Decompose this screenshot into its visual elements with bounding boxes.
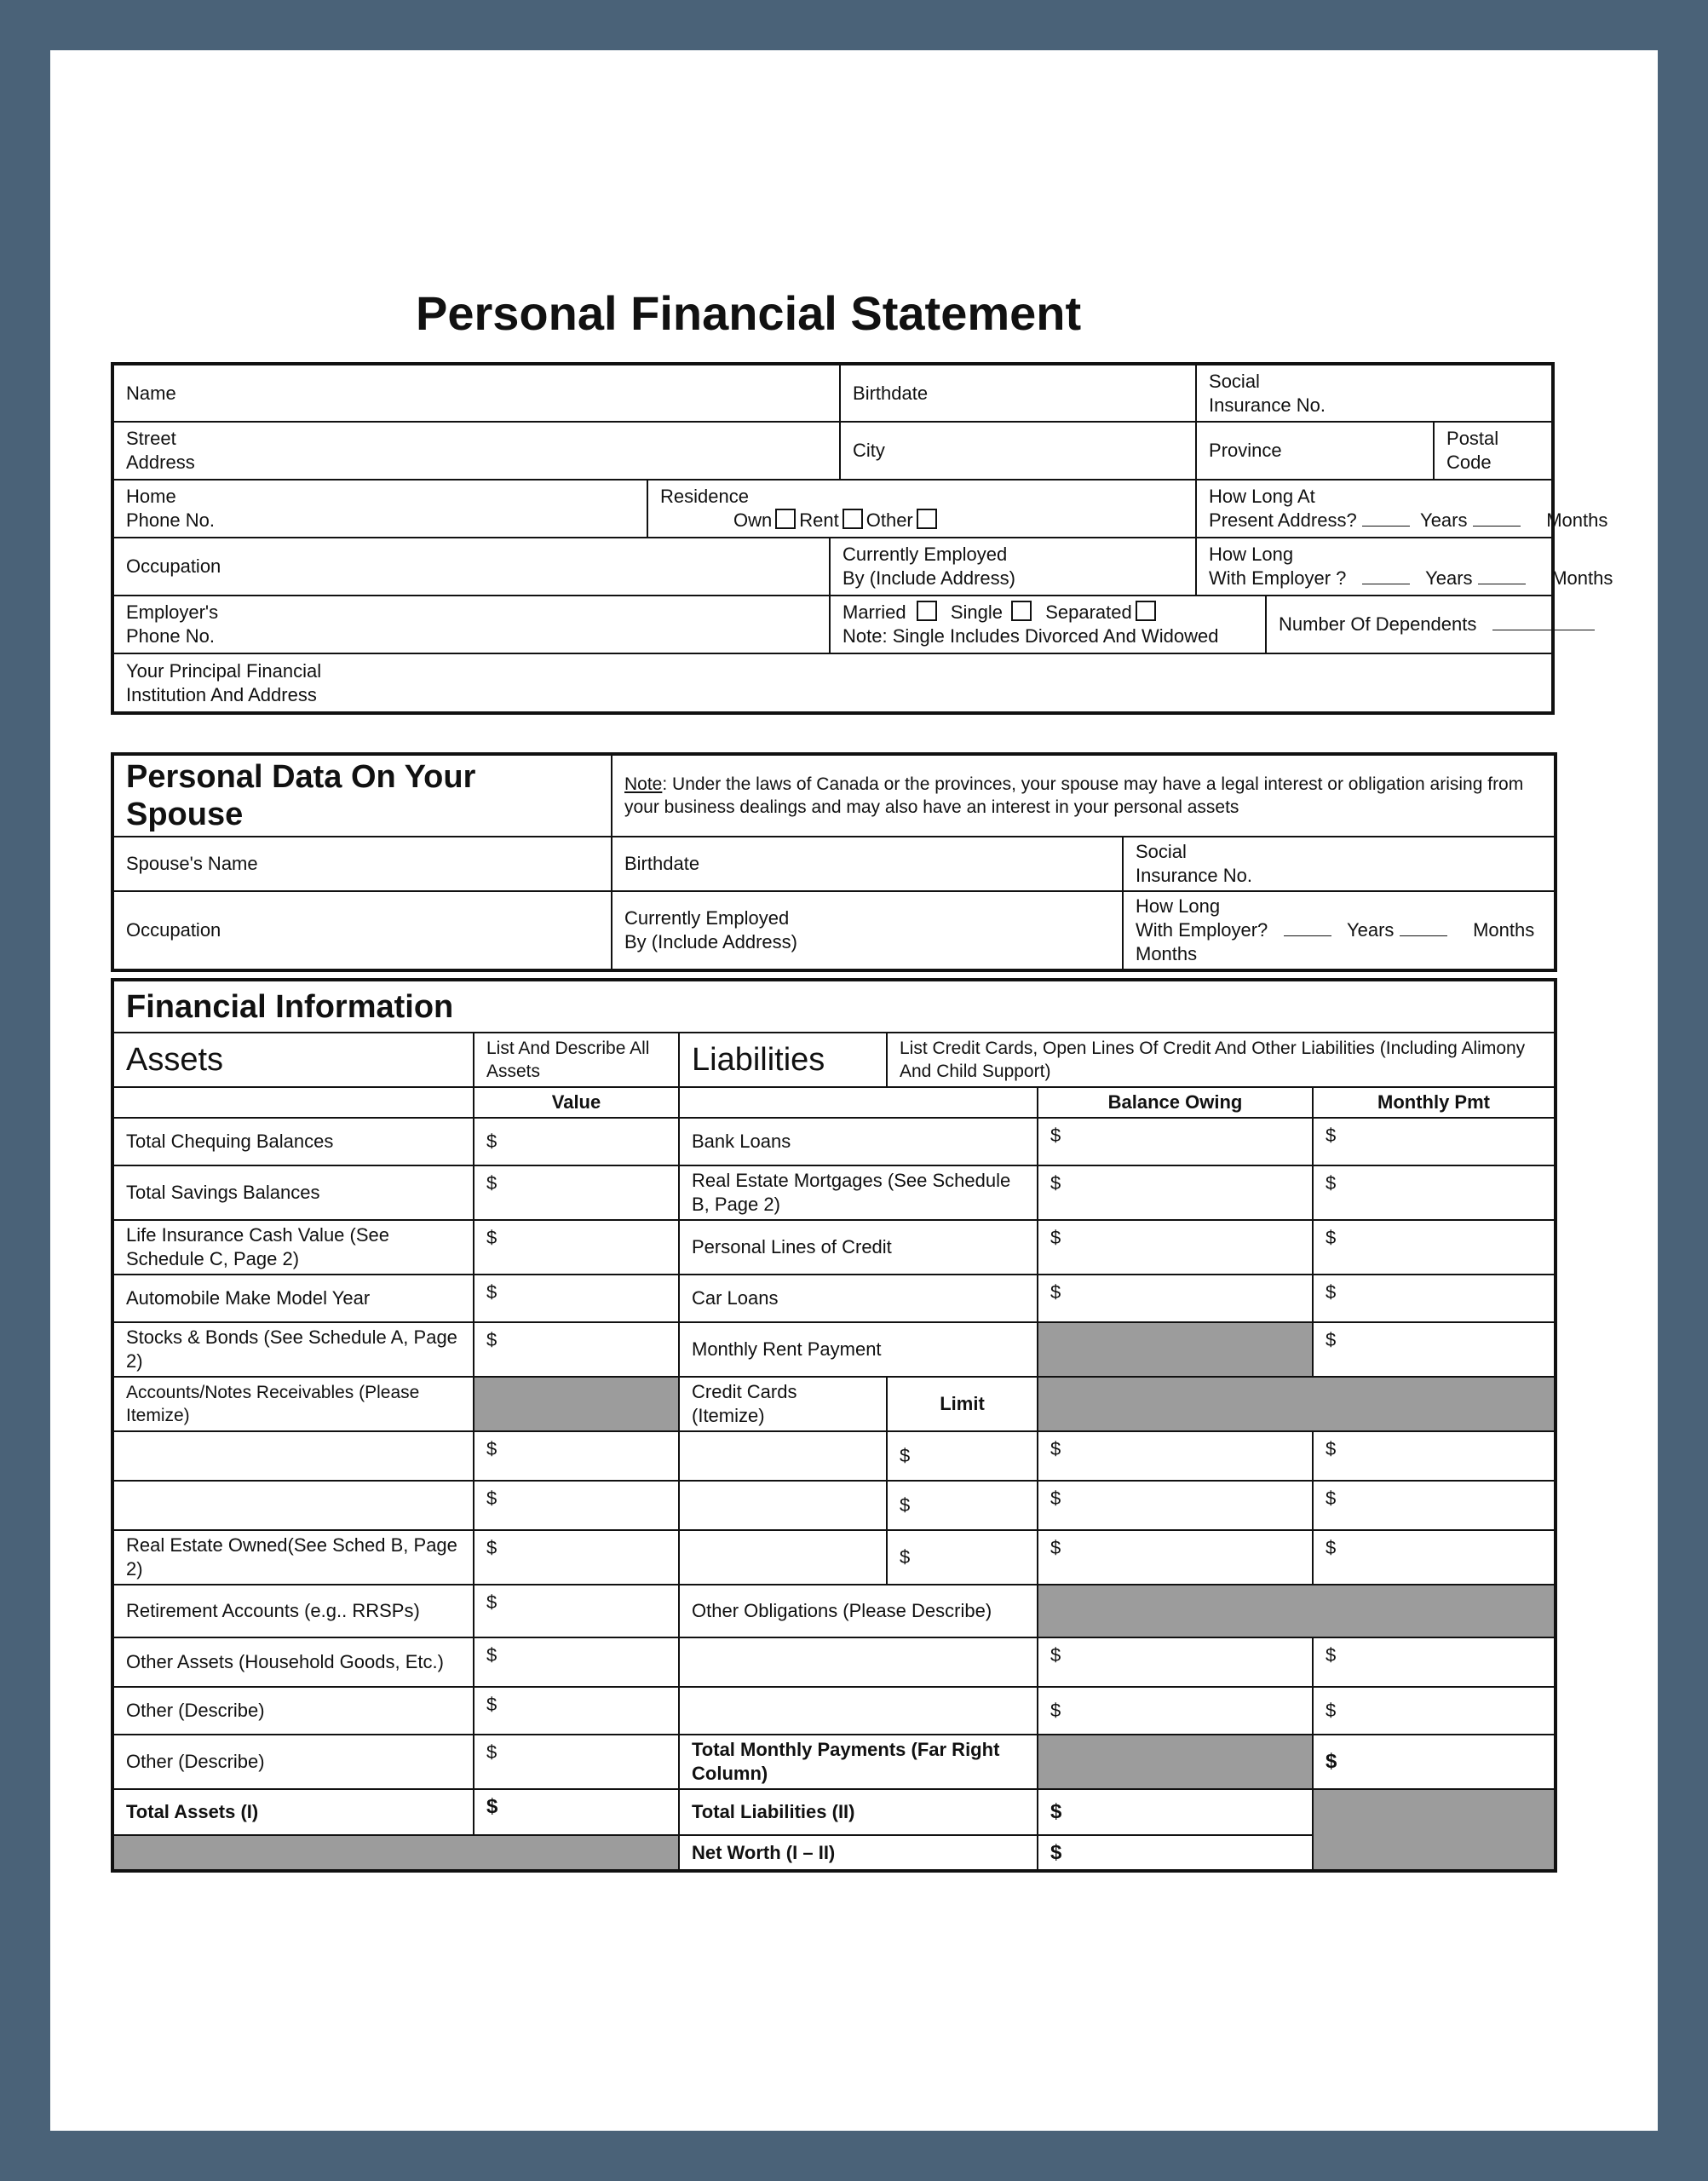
liability-label: Car Loans — [679, 1275, 1038, 1322]
total-monthly-input[interactable]: $ — [1313, 1735, 1556, 1789]
balance-input[interactable]: $ — [1038, 1530, 1313, 1585]
marital-note: Note: Single Includes Divorced And Widowed — [842, 625, 1219, 647]
spouse-occupation-field[interactable]: Occupation — [112, 891, 612, 970]
spouse-years-blank[interactable] — [1284, 935, 1331, 936]
birthdate-field[interactable]: Birthdate — [840, 364, 1196, 422]
address-years-blank[interactable] — [1362, 526, 1410, 527]
monthly-input[interactable]: $ — [1313, 1637, 1556, 1687]
financial-heading: Financial Information — [112, 980, 1556, 1033]
spouse-info-table — [111, 752, 1557, 972]
shaded-cell — [474, 1377, 679, 1431]
applicant-info-table — [111, 362, 1613, 715]
spouse-note: Note: Under the laws of Canada or the provinces, your spouse may have a legal interest or obligation arising from your business dealings and may also have an interest in your personal assets — [612, 754, 1556, 837]
employer-phone-field[interactable]: Employer's Phone No. — [112, 596, 830, 653]
asset-value-input[interactable]: $ — [474, 1322, 679, 1377]
total-liabilities-label: Total Liabilities (II) — [679, 1789, 1038, 1835]
net-worth-label: Net Worth (I – II) — [679, 1835, 1038, 1871]
asset-value-input[interactable]: $ — [474, 1735, 679, 1789]
monthly-pmt-header: Monthly Pmt — [1313, 1087, 1556, 1118]
balance-input[interactable]: $ — [1038, 1481, 1313, 1530]
liability-label: Personal Lines of Credit — [679, 1220, 1038, 1275]
asset-label: Real Estate Owned(See Sched B, Page 2) — [112, 1530, 474, 1585]
monthly-input[interactable]: $ — [1313, 1481, 1556, 1530]
total-assets-label: Total Assets (I) — [112, 1789, 474, 1835]
credit-card-item-input[interactable] — [679, 1530, 887, 1585]
province-field[interactable]: Province — [1196, 422, 1434, 480]
separated-checkbox[interactable] — [1136, 601, 1156, 621]
assets-header-blank — [112, 1087, 474, 1118]
asset-label: Other (Describe) — [112, 1735, 474, 1789]
liability-label: Credit Cards (Itemize) — [679, 1377, 887, 1431]
asset-label: Other (Describe) — [112, 1687, 474, 1735]
credit-card-item-input[interactable] — [679, 1431, 887, 1481]
balance-input[interactable]: $ — [1038, 1687, 1313, 1735]
credit-limit-input[interactable]: $ — [887, 1481, 1038, 1530]
asset-value-input[interactable]: $ — [474, 1687, 679, 1735]
spouse-heading: Personal Data On Your Spouse — [112, 754, 612, 837]
balance-input[interactable]: $ — [1038, 1275, 1313, 1322]
asset-value-input[interactable]: $ — [474, 1637, 679, 1687]
net-worth-input[interactable]: $ — [1038, 1835, 1313, 1871]
asset-label: Accounts/Notes Receivables (Please Itemize) — [112, 1377, 474, 1431]
liabilities-label: Liabilities — [679, 1033, 887, 1087]
document-title: Personal Financial Statement — [416, 286, 1082, 340]
monthly-input[interactable]: $ — [1313, 1118, 1556, 1165]
spouse-birthdate-field[interactable]: Birthdate — [612, 837, 1123, 891]
asset-label: Automobile Make Model Year — [112, 1275, 474, 1322]
asset-label: Other Assets (Household Goods, Etc.) — [112, 1637, 474, 1687]
occupation-field[interactable]: Occupation — [112, 538, 830, 596]
asset-value-input[interactable]: $ — [474, 1431, 679, 1481]
monthly-input[interactable]: $ — [1313, 1220, 1556, 1275]
spouse-months-blank[interactable] — [1400, 935, 1447, 936]
shaded-cell — [1038, 1322, 1313, 1377]
other-obligation-input[interactable] — [679, 1637, 1038, 1687]
balance-input[interactable]: $ — [1038, 1431, 1313, 1481]
spouse-employed-field[interactable]: Currently Employed By (Include Address) — [612, 891, 1123, 970]
shaded-cell — [1313, 1789, 1556, 1871]
dependents-field[interactable]: Number Of Dependents — [1266, 596, 1553, 653]
liabilities-header-blank — [679, 1087, 1038, 1118]
sin-field[interactable]: Social Insurance No. — [1196, 364, 1553, 422]
asset-value-input[interactable]: $ — [474, 1220, 679, 1275]
monthly-input[interactable]: $ — [1313, 1275, 1556, 1322]
monthly-input[interactable]: $ — [1313, 1687, 1556, 1735]
other-obligation-input[interactable] — [679, 1687, 1038, 1735]
limit-header: Limit — [887, 1377, 1038, 1431]
shaded-cell — [112, 1835, 679, 1871]
value-header: Value — [474, 1087, 679, 1118]
asset-value-input[interactable]: $ — [474, 1585, 679, 1637]
assets-label: Assets — [112, 1033, 474, 1087]
shaded-cell — [1038, 1377, 1556, 1431]
shaded-cell — [1038, 1585, 1556, 1637]
credit-limit-input[interactable]: $ — [887, 1431, 1038, 1481]
residence-other-checkbox[interactable] — [917, 509, 937, 529]
asset-value-input[interactable]: $ — [474, 1530, 679, 1585]
street-address-field[interactable]: Street Address — [112, 422, 840, 480]
asset-value-input[interactable]: $ — [474, 1165, 679, 1220]
monthly-input[interactable]: $ — [1313, 1322, 1556, 1377]
balance-input[interactable]: $ — [1038, 1220, 1313, 1275]
asset-label: Total Savings Balances — [112, 1165, 474, 1220]
address-months-blank[interactable] — [1473, 526, 1521, 527]
liability-label: Other Obligations (Please Describe) — [679, 1585, 1038, 1637]
liability-label: Monthly Rent Payment — [679, 1322, 1038, 1377]
how-long-address-field[interactable]: How Long At Present Address? Years Months — [1196, 480, 1553, 538]
liabilities-note: List Credit Cards, Open Lines Of Credit And Other Liabilities (Including Alimony And Child Support) — [887, 1033, 1556, 1087]
asset-label: Retirement Accounts (e.g.. RRSPs) — [112, 1585, 474, 1637]
balance-owing-header: Balance Owing — [1038, 1087, 1313, 1118]
spouse-name-field[interactable]: Spouse's Name — [112, 837, 612, 891]
liability-label: Bank Loans — [679, 1118, 1038, 1165]
credit-card-item-input[interactable] — [679, 1481, 887, 1530]
assets-note: List And Describe All Assets — [474, 1033, 679, 1087]
liability-label: Total Monthly Payments (Far Right Column) — [679, 1735, 1038, 1789]
principal-institution-field[interactable]: Your Principal Financial Institution And Address — [112, 653, 1553, 713]
postal-code-field[interactable]: Postal Code — [1434, 422, 1553, 480]
single-checkbox[interactable] — [1011, 601, 1032, 621]
asset-value-input[interactable]: $ — [474, 1275, 679, 1322]
spouse-sin-field[interactable]: Social Insurance No. — [1123, 837, 1556, 891]
total-assets-input[interactable]: $ — [474, 1789, 679, 1835]
receivable-item-input[interactable] — [112, 1481, 474, 1530]
asset-label: Life Insurance Cash Value (See Schedule C, Page 2) — [112, 1220, 474, 1275]
balance-input[interactable]: $ — [1038, 1165, 1313, 1220]
how-long-employer-field[interactable]: How Long With Employer ? Years Months — [1196, 538, 1553, 596]
credit-limit-input[interactable]: $ — [887, 1530, 1038, 1585]
total-liabilities-input[interactable]: $ — [1038, 1789, 1313, 1835]
monthly-input[interactable]: $ — [1313, 1165, 1556, 1220]
marital-status-field: Married Single Separated Note: Single Includes Divorced And Widowed — [830, 596, 1266, 653]
balance-input[interactable]: $ — [1038, 1637, 1313, 1687]
home-phone-field[interactable]: Home Phone No. — [112, 480, 647, 538]
monthly-input[interactable]: $ — [1313, 1530, 1556, 1585]
receivable-item-input[interactable] — [112, 1431, 474, 1481]
asset-label: Total Chequing Balances — [112, 1118, 474, 1165]
balance-input[interactable]: $ — [1038, 1118, 1313, 1165]
monthly-input[interactable]: $ — [1313, 1431, 1556, 1481]
residence-rent-checkbox[interactable] — [842, 509, 863, 529]
spouse-how-long-field[interactable]: How Long With Employer? Years Months Months — [1123, 891, 1556, 970]
liability-label: Real Estate Mortgages (See Schedule B, Page 2) — [679, 1165, 1038, 1220]
name-field[interactable]: Name — [112, 364, 840, 422]
residence-own-checkbox[interactable] — [775, 509, 796, 529]
married-checkbox[interactable] — [917, 601, 937, 621]
asset-value-input[interactable]: $ — [474, 1481, 679, 1530]
asset-label: Stocks & Bonds (See Schedule A, Page 2) — [112, 1322, 474, 1377]
shaded-cell — [1038, 1735, 1313, 1789]
residence-field: Residence Own Rent Other — [647, 480, 1196, 538]
asset-value-input[interactable]: $ — [474, 1118, 679, 1165]
city-field[interactable]: City — [840, 422, 1196, 480]
financial-info-table — [111, 978, 1557, 1873]
currently-employed-field[interactable]: Currently Employed By (Include Address) — [830, 538, 1196, 596]
